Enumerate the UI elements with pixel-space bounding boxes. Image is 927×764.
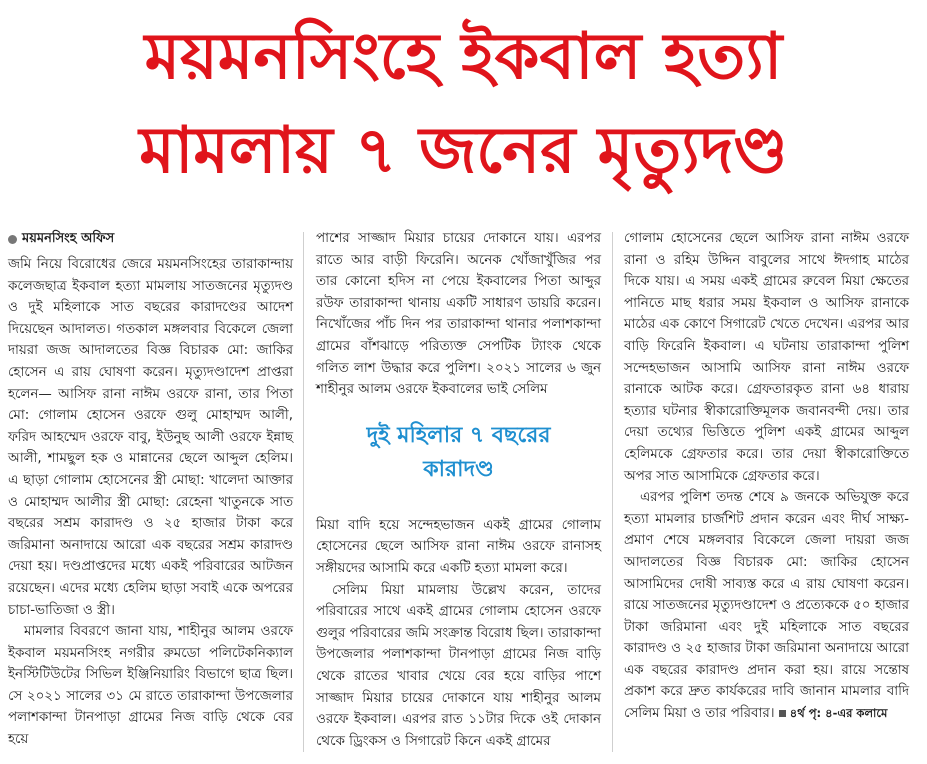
- paragraph-text: এরপর পুলিশ তদন্ত শেষে ৯ জনকে অভিযুক্ত করে হত্যা মামলার চার্জশিট প্রদান করেন এবং দীর্ঘ সাক্ষ্য-প্রমাণ শেষে মঙ্গলবার বিকেলে জেলা দায়রা জজ আদালতের বিজ্ঞ বিচারক মো: জাকির হোসেন আসামিদের দোষী সাব্যস্ত করে এ রায় ঘোষণা করেন। রায়ে সাতজনের মৃত্যুদণ্ডাদেশ ও প্রত্যেককে ৫০ হাজার টাকা জরিমানা এবং দুই মহিলাকে সাত বছরের কারাদণ্ড ও ২৫ হাজার টাকা জরিমানা অনাদায়ে আরো এক বছরের কারাদণ্ড প্রদান করা হয়। রায়ে সন্তোষ প্রকাশ করে দ্রুত কার্যকরের দাবি জানান মামলার বাদি সেলিম মিয়া ও তার পরিবার।: [624, 490, 909, 722]
- square-bullet-icon: [779, 710, 786, 717]
- article-column-1: [8, 228, 293, 751]
- paragraph: গোলাম হোসেনের ছেলে আসিফ রানা নাঈম ওরফে রানা ও রহিম উদ্দিন বাবুলের সাথে ঈদগাহ মাঠের দিকে যায়। এ সময় একই গ্রামের রুবেল মিয়া ক্ষেতের পানিতে মাছ ধরার সময় ইকবাল ও আসিফ রানাকে মাঠের এক কোণে সিগারেট খেতে দেখেন। এরপর আর বাড়ি ফিরেনি ইকবাল। এ ঘটনায় তারাকান্দা পুলিশ সন্দেহভাজন আসামি আসিফ রানা নাঈম ওরফে রানাকে আটক করে। গ্রেফতারকৃত রানা ৬৪ ধারায় হত্যার ঘটনার স্বীকারোক্তিমূলক জবানবন্দী দেয়। তার দেয়া তথ্যের ভিত্তিতে পুলিশ একই গ্রামের আব্দুল হেলিমকে গ্রেফতার করে। তার দেয়া স্বীকারোক্তিতে অপর সাত আসামিকে গ্রেফতার করে।: [624, 231, 909, 484]
- subheading-line-1: দুই মহিলার ৭ বছরের: [366, 422, 551, 448]
- headline-line-1: ময়মনসিংহে ইকবাল হত্যা: [144, 20, 783, 94]
- paragraph: সেলিম মিয়া মামলায় উল্লেখ করেন, তাদের পরিবারের সাথে একই গ্রামের গোলাম হোসেন ওরফে গুলুর পরিবারের জমি সংক্রান্ত বিরোধ ছিল। তারাকান্দা উপজেলার পলাশকান্দা টানপাড়া গ্রামের নিজ বাড়ি থেকে রাতের খাবার খেয়ে বের হয়ে বাড়ির পাশে সাজ্জাদ মিয়ার চায়ের দোকানে যায় শাহীনুর আলম ওরফে ইকবাল। এরপর রাত ১১টার দিকে ওই দোকান থেকে ড্রিংকস ও সিগারেট কিনে একই গ্রামের: [316, 582, 601, 749]
- column-divider: [303, 232, 304, 752]
- paragraph: মামলার বিবরণে জানা যায়, শাহীনুর আলম ওরফে ইকবাল ময়মনসিংহ নগরীর রুমডো পলিটেকনিক্যাল ইনস্টিটিউটের সিভিল ইঞ্জিনিয়ারিং বিভাগে ছাত্র ছিল। সে ২০২১ সালের ৩১ মে রাতে তারাকান্দা উপজেলার পলাশকান্দা টানপাড়া গ্রামের নিজ বাড়ি থেকে বের হয়ে: [8, 624, 293, 748]
- bullet-icon: [8, 235, 17, 244]
- subheading-line-2: কারাদণ্ড: [423, 456, 494, 482]
- subheading: [316, 419, 601, 487]
- paragraph: মিয়া বাদি হয়ে সন্দেহভাজন একই গ্রামের গোলাম হোসেনের ছেলে আসিফ রানা নাঈম ওরফে রানাসহ সঙ্গীয়দের আসামি করে একটি হত্যা মামলা করে।: [316, 517, 601, 576]
- article-column-3: [624, 228, 909, 725]
- headline-line-2: মামলায় ৭ জনের মৃত্যুদণ্ড: [139, 114, 788, 188]
- byline: [8, 228, 293, 250]
- continuation-note: [779, 706, 888, 720]
- paragraph: [624, 487, 909, 725]
- column-divider: [612, 232, 613, 752]
- paragraph: পাশের সাজ্জাদ মিয়ার চায়ের দোকানে যায়। এরপর রাতে আর বাড়ী ফিরেনি। অনেক খোঁজাখুঁজির পর তার কোনো হদিস না পেয়ে ইকবালের পিতা আব্দুর রউফ তারাকান্দা থানায় একটি সাধারণ ডায়রি করেন। নিখোঁজের পাঁচ দিন পর তারাকান্দা থানার পলাশকান্দা গ্রামের বাঁশঝাড়ে পরিত্যক্ত সেপটিক ট্যাংক থেকে গলিত লাশ উদ্ধার করে পুলিশ। ২০২১ সালের ৬ জুন শাহীনুর আলম ওরফে ইকবালের ভাই সেলিম: [316, 231, 601, 398]
- paragraph: জমি নিয়ে বিরোধের জেরে ময়মনসিংহের তারাকান্দায় কলেজছাত্র ইকবাল হত্যা মামলায় সাতজনের মৃত্যুদণ্ড ও দুই মহিলাকে সাত বছরের কারাদণ্ডের আদেশ দিয়েছেন আদালত। গতকাল মঙ্গলবার বিকেলে জেলা দায়রা জজ আদালতের বিজ্ঞ বিচারক মো: জাকির হোসেন এ রায় ঘোষণা করেন। মৃত্যুদণ্ডাদেশ প্রাপ্তরা হলেন— আসিফ রানা নাঈম ওরফে রানা, তার পিতা মো: গোলাম হোসেন ওরফে গুলু মোহাম্মদ আলী, ফরিদ আহম্মেদ ওরফে বাবু, ইউনুছ আলী ওরফে ইন্নাছ আলী, শামছুল হক ও মান্নানের ছেলে আব্দুল হেলিম। এ ছাড়া গোলাম হোসেনের স্ত্রী মোছা: খালেদা আক্তার ও মোহাম্মদ আলীর স্ত্রী মোছা: রেহেনা খাতুনকে সাত বছরের সশ্রম কারাদণ্ড ও ২৫ হাজার টাকা করে জরিমানা অনাদায়ে আরো এক বছরের সশ্রম কারাদণ্ড দেয়া হয়। দণ্ডপ্রাপ্তদের মধ্যে একই পরিবারের আটজন রয়েছেন। এদের মধ্যে হেলিম ছাড়া সবাই একে অপরের চাচা-ভাতিজা ও স্ত্রী।: [8, 257, 293, 618]
- article-column-2: [316, 228, 601, 752]
- byline-text: ময়মনসিংহ অফিস: [22, 231, 115, 246]
- headline: [0, 10, 927, 198]
- continuation-text: ৪র্থ পৃ: ৪-এর কলামে: [789, 706, 888, 721]
